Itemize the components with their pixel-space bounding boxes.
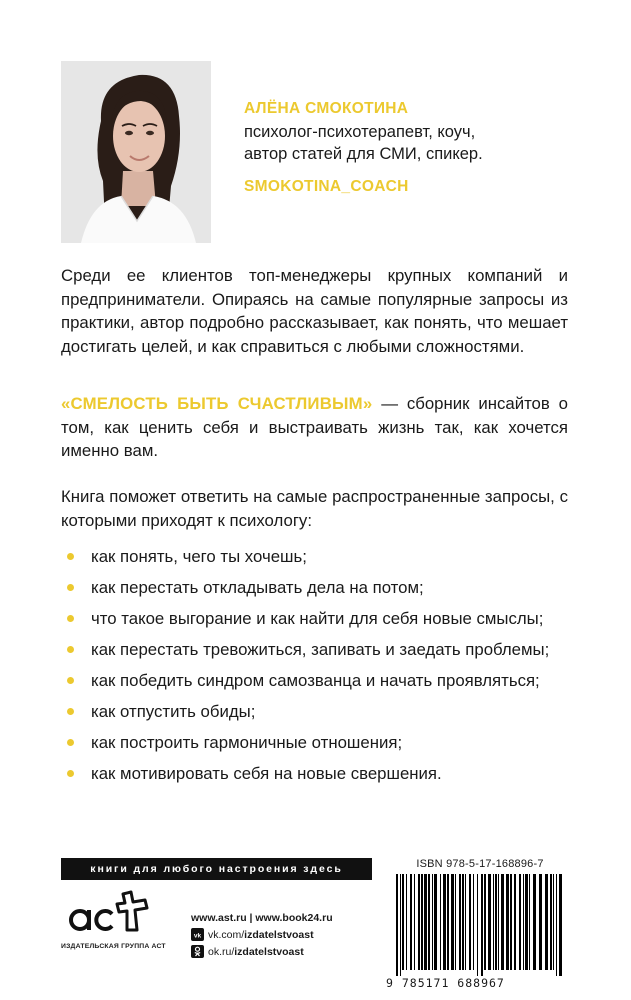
barcode-bar [553,874,554,970]
bullet-dot-icon [67,708,74,715]
vk-link-handle: izdatelstvoast [244,928,314,941]
author-desc-line: психолог-психотерапевт, коуч, [244,123,476,141]
ok-row[interactable] [191,943,333,960]
barcode-bar [432,874,433,970]
author-info [244,99,483,196]
barcode-bar [493,874,494,970]
book-paragraph-text: — сборник инсайтов о том, как ценить себя и выстраивать жизнь так, как хочется именно вам. [61,394,568,460]
barcode-bar [400,874,401,976]
list-item [61,665,549,696]
list-item [61,727,549,758]
list-item [61,634,549,665]
intro-to-list-paragraph: Книга поможет ответить на самые распространенные запросы, с которыми приходят к психологу: [61,487,568,530]
barcode-bar [406,874,407,970]
list-item [61,758,549,789]
barcode-bar [525,874,528,970]
barcode-bar [451,874,454,970]
barcode-bar [550,874,552,970]
barcode-bar [434,874,437,970]
barcode-bar [484,874,486,970]
barcode-bar [539,874,542,970]
list-item-text: как отпустить обиды; [91,702,256,721]
bullet-dot-icon [67,646,74,653]
list-item-text: как перестать тревожиться, запивать и заедать проблемы; [91,640,550,659]
barcode-bar [481,874,483,976]
barcode-bar [556,874,557,976]
list-item-text: как понять, чего ты хочешь; [91,547,307,566]
bullet-dot-icon [67,739,74,746]
barcode-bar [506,874,509,970]
barcode-bar [455,874,456,970]
barcode-bar [519,874,521,970]
barcode-bar [523,874,524,970]
promo-banner: книги для любого настроения здесь [61,858,372,880]
barcode-bar [443,874,446,970]
barcode-bar [529,874,530,970]
websites-link[interactable]: www.ast.ru | www.book24.ru [191,911,333,924]
vk-link-prefix: vk.com/ [208,928,245,941]
list-item-text: как перестать откладывать дела на потом; [91,578,424,597]
barcode-bar [414,874,415,970]
isbn-number: ISBN 978-5-17-168896-7 [416,858,544,870]
bullet-dot-icon [67,677,74,684]
bullet-dot-icon [67,615,74,622]
author-handle: SMOKOTINA_COACH [244,178,409,195]
publisher-logo [61,888,166,950]
list-item-text: что такое выгорание и как найти для себя новые смыслы; [91,609,544,628]
barcode-bar [477,874,478,976]
act-logo-icon [61,888,157,936]
barcode-bar [514,874,516,970]
barcode-bar [410,874,412,970]
barcode-bar [501,874,504,970]
book-title-highlight: «СМЕЛОСТЬ БЫТЬ СЧАСТЛИВЫМ» [61,394,373,413]
barcode-bar [559,874,562,976]
barcode-bar [459,874,461,970]
barcode-area [378,858,568,993]
author-name: АЛЁНА СМОКОТИНА [244,100,409,117]
bullet-dot-icon [67,553,74,560]
barcode-bar [402,874,404,970]
bullet-dot-icon [67,770,74,777]
barcode-bar [462,874,464,970]
barcode-bar [473,874,474,970]
ok-icon [191,945,204,958]
barcode-bar [447,874,449,970]
list-item [61,572,549,603]
topics-list [61,541,549,789]
barcode-bar [421,874,423,970]
author-description [244,121,483,165]
list-item [61,603,549,634]
vk-icon [191,928,204,941]
publisher-links [191,909,333,960]
barcode-bar [440,874,441,970]
svg-text:vk: vk [193,932,202,940]
ok-link-prefix: ok.ru/ [208,945,235,958]
ok-link-handle: izdatelstvoast [234,945,304,958]
barcode-bar [465,874,466,970]
barcode-bar [510,874,512,970]
intro-paragraph: Среди ее клиентов топ-менеджеры крупных компаний и предприниматели. Опираясь на самые популярные запросы из практики, автор подробно рассказывает, как понять, что мешает достигать целей, и как справиться с любыми сложностями. [61,266,568,356]
list-item-text: как победить синдром самозванца и начать проявляться; [91,671,540,690]
barcode-bar [469,874,471,970]
barcode-bar [418,874,420,970]
list-item [61,541,549,572]
author-desc-line: автор статей для СМИ, спикер. [244,145,483,163]
barcode-bar [533,874,536,970]
list-item-text: как построить гармоничные отношения; [91,733,403,752]
barcode-bar [495,874,497,970]
barcode-bar [545,874,548,970]
barcode-bar [488,874,491,970]
bullet-dot-icon [67,584,74,591]
barcode-bar [396,874,398,976]
barcode-bar [428,874,430,970]
websites-row [191,909,333,926]
list-item [61,696,549,727]
barcode-digits: 9 785171 688967 [386,976,505,990]
vk-row[interactable] [191,926,333,943]
barcode-icon [378,874,568,979]
list-item-text: как мотивировать себя на новые свершения. [91,764,442,783]
barcode-bar [498,874,499,970]
publisher-caption: ИЗДАТЕЛЬСКАЯ ГРУППА АСТ [61,943,166,950]
book-paragraph [61,392,568,463]
author-photo [61,61,211,243]
barcode-bar [424,874,427,970]
